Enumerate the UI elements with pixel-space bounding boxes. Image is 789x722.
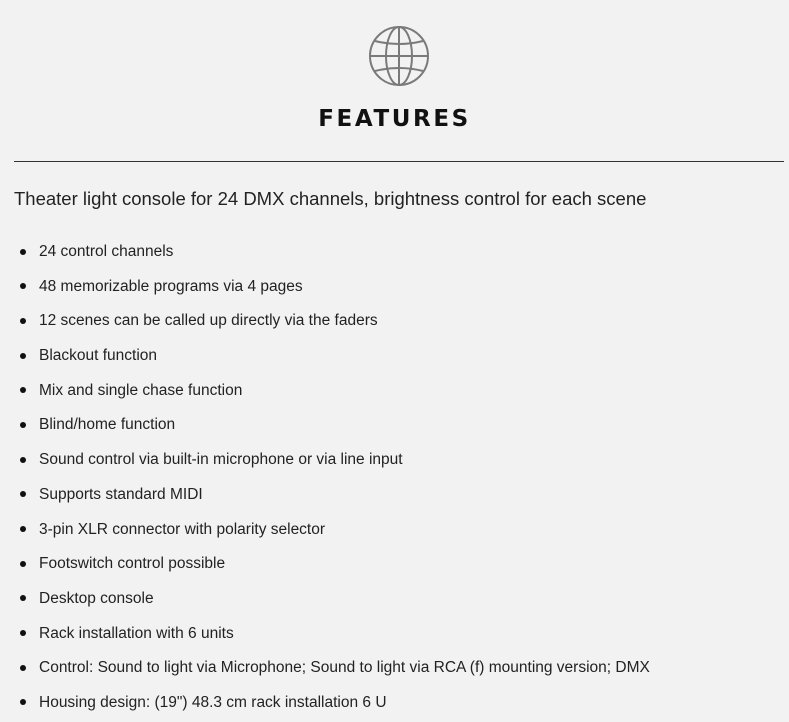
list-item — [0, 409, 650, 444]
list-item — [0, 305, 650, 340]
bullet-icon — [20, 283, 26, 289]
list-item — [0, 514, 650, 549]
list-item-text: Footswitch control possible — [39, 555, 226, 573]
bullet-icon — [20, 561, 26, 567]
bullet-icon — [20, 249, 26, 255]
list-item-text: 3-pin XLR connector with polarity selector — [39, 520, 326, 538]
list-item — [0, 236, 650, 271]
bullet-icon — [20, 422, 26, 428]
list-item-text: Mix and single chase function — [39, 381, 243, 399]
list-item — [0, 652, 650, 687]
list-item — [0, 583, 650, 618]
features-header — [0, 0, 789, 162]
bullet-icon — [20, 353, 26, 359]
list-item — [0, 444, 650, 479]
list-item-text: Sound control via built-in microphone or via line input — [39, 451, 403, 469]
bullet-icon — [20, 630, 26, 636]
bullet-icon — [20, 526, 26, 532]
list-item-text: 48 memorizable programs via 4 pages — [39, 277, 303, 295]
list-item-text: Control: Sound to light via Microphone; Sound to light via RCA (f) mounting version; DMX — [39, 659, 650, 677]
globe-icon — [368, 25, 430, 87]
list-item-text: Desktop console — [39, 589, 154, 607]
list-item — [0, 618, 650, 653]
list-item-text: 12 scenes can be called up directly via the faders — [39, 312, 378, 330]
list-item — [0, 271, 650, 306]
list-item — [0, 340, 650, 375]
features-list — [0, 236, 650, 722]
list-item-text: Rack installation with 6 units — [39, 624, 234, 642]
list-item-text: Blind/home function — [39, 416, 176, 434]
bullet-icon — [20, 699, 26, 705]
bullet-icon — [20, 387, 26, 393]
page-title: FEATURES — [318, 106, 471, 132]
divider — [14, 161, 784, 162]
list-item-text: Housing design: (19") 48.3 cm rack installation 6 U — [39, 693, 387, 711]
list-item — [0, 687, 650, 722]
list-item — [0, 548, 650, 583]
list-item — [0, 479, 650, 514]
list-item-text: Blackout function — [39, 347, 158, 365]
list-item-text: Supports standard MIDI — [39, 485, 203, 503]
list-item — [0, 375, 650, 410]
bullet-icon — [20, 491, 26, 497]
bullet-icon — [20, 595, 26, 601]
intro-text: Theater light console for 24 DMX channels, brightness control for each scene — [14, 188, 647, 209]
bullet-icon — [20, 665, 26, 671]
bullet-icon — [20, 318, 26, 324]
bullet-icon — [20, 457, 26, 463]
list-item-text: 24 control channels — [39, 243, 174, 260]
